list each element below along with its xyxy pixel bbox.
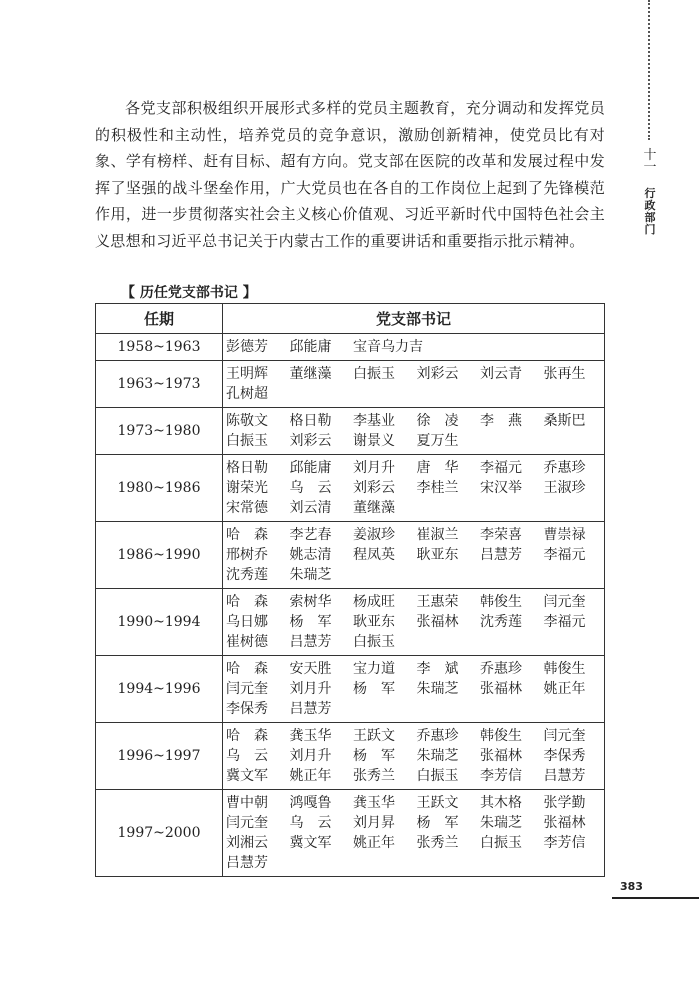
secretary-name: 乌日娜 (226, 614, 268, 630)
secretary-name: 李 斌 (416, 661, 459, 677)
secretary-name: 桑斯巴 (543, 413, 586, 429)
secretary-name: 杨 军 (289, 614, 332, 630)
table-row (96, 408, 605, 455)
table-row (96, 361, 605, 408)
secretary-name: 吕慧芳 (226, 855, 268, 871)
secretary-name: 龚玉华 (289, 728, 332, 744)
secretary-name: 乌 云 (226, 748, 268, 764)
names-grid (226, 659, 600, 719)
secretary-name: 曹崇禄 (543, 527, 586, 543)
secretary-name: 孔树超 (226, 386, 268, 402)
secretary-name: 董继藻 (289, 366, 332, 382)
secretary-name: 唐 华 (416, 460, 459, 476)
secretary-name: 耿亚东 (416, 547, 459, 563)
secretary-name: 韩俊生 (480, 728, 522, 744)
table-header-row (96, 304, 605, 334)
secretary-name: 王淑珍 (543, 480, 586, 496)
secretary-name: 刘湘云 (226, 835, 268, 851)
secretary-name: 沈秀莲 (480, 614, 522, 630)
secretary-name: 冀文军 (226, 768, 268, 784)
secretary-name: 王跃文 (353, 728, 395, 744)
secretary-name: 沈秀莲 (226, 567, 268, 583)
names-grid (226, 458, 600, 518)
secretary-name: 谢景义 (353, 433, 395, 449)
secretary-name: 李保秀 (543, 748, 586, 764)
secretary-name: 邱能庸 (289, 460, 332, 476)
secretary-name: 李福元 (543, 614, 586, 630)
secretaries-cell (223, 723, 605, 790)
secretary-name: 其木格 (480, 795, 522, 811)
secretary-name: 乔惠珍 (543, 460, 586, 476)
secretaries-cell (223, 455, 605, 522)
secretary-name: 姜淑珍 (353, 527, 395, 543)
secretary-name: 宝音乌力吉 (353, 339, 423, 355)
secretary-name: 闫元奎 (226, 681, 268, 697)
secretary-name: 李福元 (543, 547, 586, 563)
secretary-name: 闫元奎 (543, 594, 586, 610)
chapter-side-label (640, 150, 660, 236)
secretary-name: 刘月昇 (353, 815, 395, 831)
secretaries-cell (223, 589, 605, 656)
chapter-title: 行政部门 (644, 187, 656, 236)
secretary-name: 刘云清 (289, 500, 332, 516)
secretaries-cell (223, 656, 605, 723)
secretary-name: 乌 云 (289, 815, 332, 831)
secretary-name: 哈 森 (226, 594, 268, 610)
secretary-name: 吕慧芳 (289, 634, 332, 650)
secretary-name: 姚正年 (543, 681, 586, 697)
secretary-name: 王惠荣 (416, 594, 459, 610)
secretaries-cell (223, 334, 605, 361)
secretary-name: 闫元奎 (226, 815, 268, 831)
secretary-name: 张福林 (543, 815, 586, 831)
names-grid (226, 364, 600, 404)
term-cell: 1997~2000 (96, 790, 223, 877)
secretaries-cell (223, 522, 605, 589)
secretary-name: 李 燕 (480, 413, 522, 429)
secretary-name: 姚志清 (289, 547, 332, 563)
secretary-name: 李基业 (353, 413, 395, 429)
secretary-name: 刘彩云 (353, 480, 395, 496)
secretary-name: 李荣喜 (480, 527, 522, 543)
secretary-name: 崔淑兰 (416, 527, 459, 543)
secretary-name: 白振玉 (480, 835, 522, 851)
secretary-name: 宋汉举 (480, 480, 522, 496)
table-row (96, 656, 605, 723)
secretary-name: 陈敬文 (226, 413, 268, 429)
secretary-name: 张秀兰 (416, 835, 459, 851)
secretary-name: 吕慧芳 (289, 701, 332, 717)
secretary-name: 格日勒 (226, 460, 268, 476)
table-row (96, 334, 605, 361)
secretary-name: 李桂兰 (416, 480, 459, 496)
secretary-name: 宋常德 (226, 500, 268, 516)
side-dotted-rule (648, 0, 650, 140)
secretaries-table (95, 303, 605, 877)
secretary-name: 李芳信 (480, 768, 522, 784)
term-cell: 1994~1996 (96, 656, 223, 723)
secretary-name: 夏万生 (416, 433, 459, 449)
secretary-name: 闫元奎 (543, 728, 586, 744)
secretary-name: 李艺春 (289, 527, 332, 543)
secretary-name: 朱瑞芝 (416, 748, 459, 764)
secretary-name: 朱瑞芝 (416, 681, 459, 697)
body-paragraph: 各党支部积极组织开展形式多样的党员主题教育，充分调动和发挥党员的积极性和主动性，培养党员的竞争意识，激励创新精神，使党员比有对象、学有榜样、赶有目标、超有方向。党支部在医院的改革和发展过程中发挥了坚强的战斗堡垒作用，广大党员也在各自的工作岗位上起到了先锋模范作用，进一步贯彻落实社会主义核心价值观、习近平新时代中国特色社会主义思想和习近平总书记关于内蒙古工作的重要讲话和重要指示批示精神。 (95, 99, 605, 250)
secretary-name: 张秀兰 (353, 768, 395, 784)
footer-rule (612, 897, 699, 899)
header-term: 任期 (96, 304, 223, 334)
secretary-name: 刘彩云 (289, 433, 332, 449)
secretary-name: 乔惠珍 (480, 661, 522, 677)
secretary-name: 张福林 (480, 681, 522, 697)
secretary-name: 刘云青 (480, 366, 522, 382)
secretary-name: 李保秀 (226, 701, 268, 717)
table-row (96, 522, 605, 589)
secretary-name: 鸿嘎鲁 (289, 795, 332, 811)
secretary-name: 张福林 (416, 614, 459, 630)
table-row (96, 455, 605, 522)
secretary-name: 彭德芳 (226, 339, 268, 355)
table-row (96, 589, 605, 656)
section-heading: 【 历任党支部书记 】 (121, 285, 257, 301)
secretary-name: 朱瑞芝 (480, 815, 522, 831)
secretary-name: 韩俊生 (543, 661, 586, 677)
term-cell: 1958~1963 (96, 334, 223, 361)
secretary-name: 刘月升 (289, 748, 332, 764)
secretary-name: 张再生 (543, 366, 586, 382)
secretary-name: 徐 凌 (416, 413, 459, 429)
secretary-name: 乌 云 (289, 480, 332, 496)
secretaries-cell (223, 408, 605, 455)
secretary-name: 龚玉华 (353, 795, 395, 811)
page-number: 383 (620, 880, 643, 893)
names-grid (226, 793, 600, 873)
secretaries-cell (223, 790, 605, 877)
secretary-name: 白振玉 (353, 634, 395, 650)
secretary-name: 李芳信 (543, 835, 586, 851)
names-grid (226, 411, 600, 451)
secretary-name: 杨 军 (416, 815, 459, 831)
secretary-name: 王明辉 (226, 366, 268, 382)
term-cell: 1986~1990 (96, 522, 223, 589)
secretary-name: 吕慧芳 (543, 768, 586, 784)
secretary-name: 格日勒 (289, 413, 332, 429)
secretary-name: 冀文军 (289, 835, 332, 851)
secretary-name: 张福林 (480, 748, 522, 764)
secretary-name: 程凤英 (353, 547, 395, 563)
names-grid (226, 525, 600, 585)
secretary-name: 白振玉 (353, 366, 395, 382)
names-grid (226, 337, 600, 357)
secretary-name: 吕慧芳 (480, 547, 522, 563)
secretary-name: 杨 军 (353, 748, 395, 764)
table-body (96, 334, 605, 877)
secretary-name: 董继藻 (353, 500, 395, 516)
secretary-name: 邢树乔 (226, 547, 268, 563)
secretary-name: 朱瑞芝 (289, 567, 332, 583)
secretary-name: 杨 军 (353, 681, 395, 697)
secretary-name: 刘彩云 (416, 366, 459, 382)
secretary-name: 白振玉 (226, 433, 268, 449)
secretary-name: 王跃文 (416, 795, 459, 811)
secretary-name: 姚正年 (289, 768, 332, 784)
secretary-name: 索树华 (289, 594, 332, 610)
secretary-name: 哈 森 (226, 661, 268, 677)
secretary-name: 安天胜 (289, 661, 332, 677)
secretary-name: 谢荣光 (226, 480, 268, 496)
secretary-name: 李福元 (480, 460, 522, 476)
term-cell: 1990~1994 (96, 589, 223, 656)
term-cell: 1963~1973 (96, 361, 223, 408)
secretary-name: 曹中朝 (226, 795, 268, 811)
secretary-name: 崔树德 (226, 634, 268, 650)
term-cell: 1980~1986 (96, 455, 223, 522)
names-grid (226, 592, 600, 652)
secretary-name: 哈 森 (226, 527, 268, 543)
secretaries-cell (223, 361, 605, 408)
header-secretaries: 党支部书记 (223, 304, 605, 334)
names-grid (226, 726, 600, 786)
secretary-name: 张学勤 (543, 795, 586, 811)
secretary-name: 姚正年 (353, 835, 395, 851)
secretary-name: 耿亚东 (353, 614, 395, 630)
secretary-name: 杨成旺 (353, 594, 395, 610)
term-cell: 1973~1980 (96, 408, 223, 455)
secretary-name: 邱能庸 (289, 339, 332, 355)
secretary-name: 刘月升 (289, 681, 332, 697)
secretary-name: 白振玉 (416, 768, 459, 784)
secretary-name: 韩俊生 (480, 594, 522, 610)
secretary-name: 刘月升 (353, 460, 395, 476)
secretary-name: 乔惠珍 (416, 728, 459, 744)
secretary-name: 哈 森 (226, 728, 268, 744)
table-row (96, 790, 605, 877)
term-cell: 1996~1997 (96, 723, 223, 790)
chapter-number: 十一 (643, 148, 657, 175)
table-row (96, 723, 605, 790)
secretary-name: 宝力道 (353, 661, 395, 677)
